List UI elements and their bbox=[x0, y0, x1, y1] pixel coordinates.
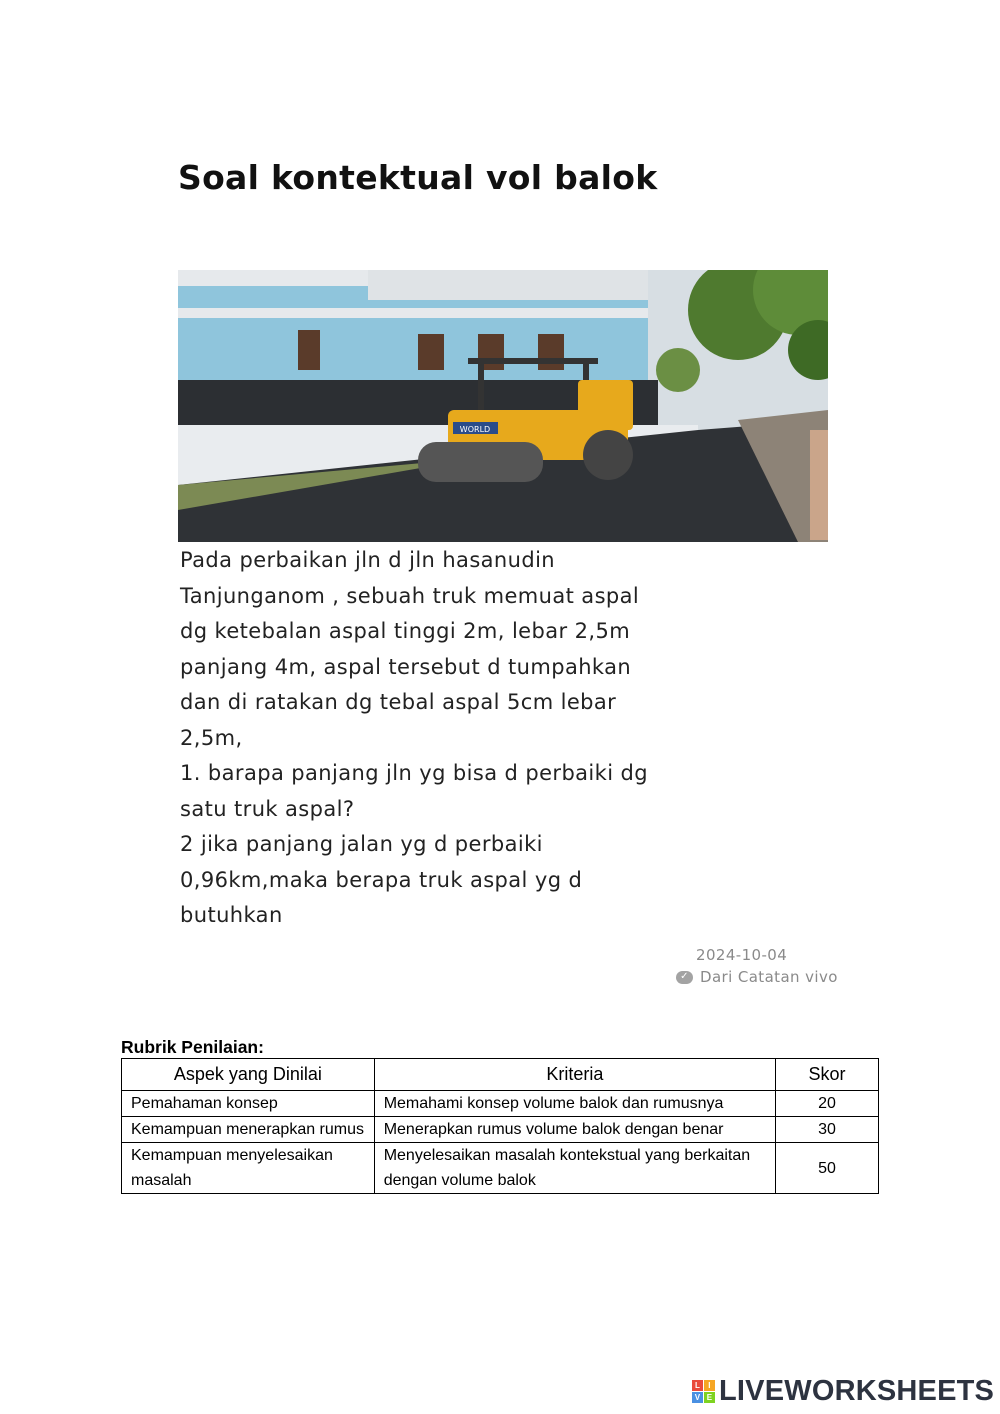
note-source-label: Dari Catatan vivo bbox=[700, 968, 838, 986]
problem-line: Pada perbaikan jln d jln hasanudin bbox=[180, 548, 556, 572]
cell-aspek: Kemampuan menyelesaikan masalah bbox=[122, 1143, 375, 1194]
problem-text bbox=[180, 543, 860, 934]
problem-line: 1. barapa panjang jln yg bisa d perbaiki dg bbox=[180, 761, 649, 785]
road-repair-photo bbox=[178, 270, 828, 542]
cell-aspek: Pemahaman konsep bbox=[122, 1091, 375, 1117]
rubric-header-row bbox=[122, 1059, 879, 1091]
liveworksheets-logo[interactable] bbox=[692, 1375, 994, 1408]
column-header-skor: Skor bbox=[776, 1059, 879, 1091]
roller-label: WORLD bbox=[459, 425, 491, 434]
problem-line: satu truk aspal? bbox=[180, 796, 355, 821]
note-source bbox=[676, 968, 838, 986]
brand-mark-icon bbox=[692, 1380, 715, 1403]
problem-line: dan di ratakan dg tebal aspal 5cm lebar bbox=[180, 690, 617, 714]
cell-kriteria: Menyelesaikan masalah kontekstual yang berkaitan dengan volume balok bbox=[374, 1143, 775, 1194]
worksheet-title: Soal kontektual vol balok bbox=[178, 158, 658, 197]
problem-line: panjang 4m, aspal tersebut d tumpahkan bbox=[180, 654, 632, 679]
cell-skor: 20 bbox=[776, 1091, 879, 1117]
problem-line: 2,5m, bbox=[180, 725, 243, 750]
column-header-kriteria: Kriteria bbox=[374, 1059, 775, 1091]
column-header-aspek: Aspek yang Dinilai bbox=[122, 1059, 375, 1091]
cell-aspek: Kemampuan menerapkan rumus bbox=[122, 1117, 375, 1143]
note-date: 2024-10-04 bbox=[696, 946, 788, 964]
brand-mark-letter: I bbox=[704, 1380, 715, 1391]
cell-kriteria: Menerapkan rumus volume balok dengan benar bbox=[374, 1117, 775, 1143]
cell-kriteria: Memahami konsep volume balok dan rumusnya bbox=[374, 1091, 775, 1117]
rubric-heading: Rubrik Penilaian: bbox=[121, 1037, 264, 1057]
rubric-table bbox=[121, 1058, 879, 1194]
check-circle-icon: ✓ bbox=[676, 971, 693, 984]
cell-skor: 50 bbox=[776, 1143, 879, 1194]
table-row bbox=[122, 1117, 879, 1143]
table-row bbox=[122, 1091, 879, 1117]
problem-line: butuhkan bbox=[180, 903, 283, 927]
brand-name: LIVEWORKSHEETS bbox=[719, 1375, 995, 1407]
problem-line: dg ketebalan aspal tinggi 2m, lebar 2,5m bbox=[180, 619, 631, 643]
problem-line: Tanjunganom , sebuah truk memuat aspal bbox=[180, 583, 640, 608]
problem-line: 0,96km,maka berapa truk aspal yg d bbox=[180, 867, 583, 892]
brand-mark-letter: E bbox=[704, 1392, 715, 1403]
table-row bbox=[122, 1143, 879, 1194]
problem-line: 2 jika panjang jalan yg d perbaiki bbox=[180, 832, 543, 856]
brand-mark-letter: L bbox=[692, 1380, 703, 1391]
brand-mark-letter: V bbox=[692, 1392, 703, 1403]
cell-skor: 30 bbox=[776, 1117, 879, 1143]
